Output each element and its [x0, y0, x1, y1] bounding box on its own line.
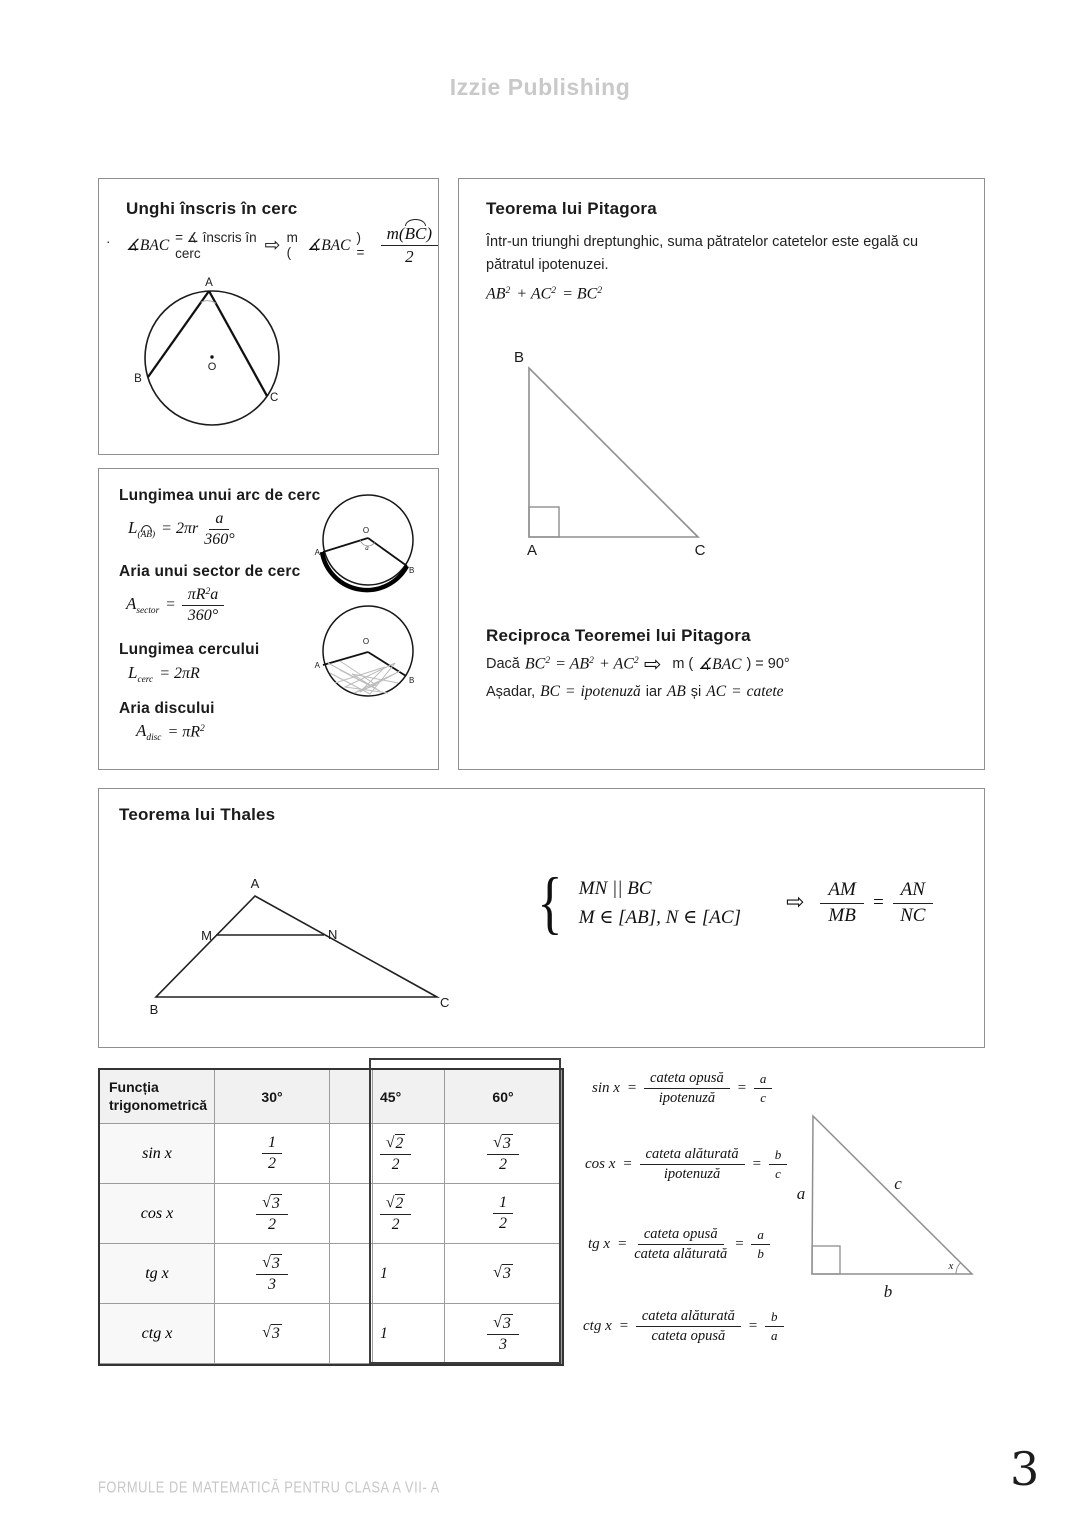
trig-table-header-spacer: [330, 1070, 373, 1124]
def-tg-ratio: $\frac{a}{b}$: [751, 1227, 770, 1262]
inscribed-formula: [126, 219, 438, 271]
measure-open: m (: [286, 230, 298, 260]
trig-val-1-45: √ 2 2: [373, 1184, 445, 1244]
def-cos: [585, 1146, 787, 1183]
converse-line-1: [486, 651, 790, 677]
frac-den: 2: [405, 246, 414, 266]
trig-val-2-45: 1: [373, 1244, 445, 1304]
label-O: O: [207, 361, 217, 373]
trig-spacer-3: [330, 1304, 373, 1364]
def-tg-eq1: =: [617, 1236, 628, 1252]
pythagoras-statement: Într-un triunghi dreptunghic, suma pătratelor catetelor este egală cu pătratul ipotenuzei.: [486, 234, 919, 274]
pythagoras-triangle-diagram: [490, 345, 720, 560]
label-A: A: [526, 542, 538, 559]
def-tg-frac: $\frac{\text{cateta opusă}}{\text{cateta alăturată}}$: [634, 1226, 728, 1262]
disc-A: $A_{disc}$: [136, 721, 162, 744]
thales-title: Teorema lui Thales: [119, 805, 276, 824]
label-B1: B: [409, 566, 415, 575]
label-A: A: [250, 876, 260, 891]
thales-cond-membership: M ∈ [AB], N ∈ [AC]: [578, 907, 741, 928]
def-cos-eq2: =: [751, 1156, 762, 1172]
converse-title: Reciproca Teoremei lui Pitagora: [486, 626, 751, 645]
def-sin-ratio: $\frac{a}{c}$: [754, 1071, 773, 1106]
def-ctg-lhs: ctg x: [583, 1318, 612, 1334]
thales-cond-parallel: MN || BC: [578, 877, 652, 899]
label-B: B: [513, 349, 524, 366]
converse-line-2: [486, 683, 784, 701]
thales-ratio-2: $\frac{AN}{NC}$: [893, 879, 933, 927]
trig-val-1-60: $\frac{1}{2}$: [445, 1184, 562, 1244]
frac-num-post: ): [426, 223, 432, 243]
inscribed-circle-diagram: [130, 275, 295, 440]
thales-ratio-1: $\frac{AM}{MB}$: [820, 879, 863, 927]
def-sin-eq1: =: [626, 1080, 638, 1096]
trig-val-0-30: $\frac{1}{2}$: [215, 1124, 330, 1184]
trig-table-header-30°: 30°: [215, 1070, 330, 1124]
label-angle-x: x: [948, 1260, 954, 1272]
implies-arrow-icon: ⇨: [785, 890, 805, 915]
trig-spacer-2: [330, 1244, 373, 1304]
label-hypotenuse-c: c: [894, 1174, 902, 1193]
trig-table: [98, 1068, 564, 1366]
labeled-right-triangle-diagram: [795, 1105, 995, 1305]
def-cos-lhs: cos x: [585, 1156, 616, 1172]
sector-A: $A_{sector}$: [126, 593, 160, 617]
angle-bac: ∡BAC: [126, 236, 170, 254]
conv-bc: BC: [540, 683, 560, 700]
sector-area-formula: [126, 581, 224, 629]
label-C: C: [694, 542, 706, 559]
def-sin-lhs: sin x: [592, 1080, 620, 1096]
conv-eq-2: = $AB^2$: [555, 654, 594, 673]
def-ctg: [583, 1308, 784, 1345]
def-ctg-ratio: $\frac{b}{a}$: [765, 1309, 784, 1344]
arc-sector-diagrams: [310, 487, 430, 717]
circ-eq: = 2πR: [159, 665, 200, 683]
implies-arrow-icon: ⇨: [264, 233, 281, 256]
trig-fn-3: ctg x: [100, 1304, 215, 1364]
conv-m-close: ) = 90°: [746, 656, 790, 672]
trig-spacer-0: [330, 1124, 373, 1184]
arc-length-formula: [128, 507, 235, 551]
conv-angle-bac: ∡BAC: [698, 655, 742, 673]
label-A1: A: [314, 548, 320, 557]
label-leg-a: a: [796, 1184, 806, 1203]
def-ctg-eq2: =: [747, 1318, 759, 1334]
disc-area-formula: [136, 721, 205, 743]
trig-val-0-60: √ 3 2: [445, 1124, 562, 1184]
label-O2: O: [362, 637, 370, 646]
trig-val-1-30: √ 3 2: [215, 1184, 330, 1244]
def-sin-frac: $\frac{\text{cateta opusă}}{\text{ipotenuză}}$: [644, 1070, 730, 1107]
sector-scribble-hatching: [328, 661, 400, 694]
footer-title: FORMULE DE MATEMATICĂ PENTRU CLASA A VII- A: [98, 1478, 440, 1496]
arc-length-title: Lungimea unui arc de cerc: [119, 487, 321, 504]
trig-fn-2: tg x: [100, 1244, 215, 1304]
arc-eq: = 2πr: [161, 520, 199, 537]
sector-frac: πR 2 a 360°: [182, 586, 225, 625]
def-ctg-eq1: =: [618, 1318, 629, 1334]
daca-text: Dacă: [486, 656, 520, 672]
label-angle-a: a: [365, 544, 369, 552]
measure-close: ) =: [356, 230, 365, 260]
circumference-title: Lungimea cercului: [119, 641, 260, 658]
implies-arrow-icon: ⇨: [643, 651, 662, 676]
iar-text: iar: [645, 684, 662, 700]
thales-formula: [535, 864, 933, 942]
label-A2: A: [314, 661, 320, 670]
def-cos-ratio: $\frac{b}{c}$: [769, 1147, 788, 1182]
def-tg-lhs: tg x: [588, 1236, 611, 1252]
label-M: M: [201, 928, 212, 943]
trig-spacer-1: [330, 1184, 373, 1244]
trig-table-header-45°: 45°: [373, 1070, 445, 1124]
sector-area-title: Aria unui sector de cerc: [119, 563, 301, 580]
label-C: C: [440, 995, 450, 1010]
disc-area-title: Aria discului: [119, 700, 215, 717]
trig-table-header-function: Funcția trigonometrică: [100, 1070, 215, 1124]
pythagoras-title: Teorema lui Pitagora: [486, 199, 657, 218]
conv-eq-1: $BC^2$: [524, 654, 551, 673]
trig-val-3-45: 1: [373, 1304, 445, 1364]
conv-eq-3: + $AC^2$: [598, 654, 639, 673]
inscribed-title: Unghi înscris în cerc: [126, 199, 298, 218]
def-ctg-frac: $\frac{\text{cateta alăturată}}{\text{cateta opusă}}$: [636, 1308, 741, 1345]
si-text: și: [690, 684, 702, 700]
stray-bullet: ·: [106, 234, 111, 249]
conv-eq-sign-2: =: [731, 683, 742, 700]
angle-bac-2: ∡BAC: [307, 236, 351, 254]
def-sin-eq2: =: [736, 1080, 747, 1096]
def-tg: [588, 1226, 770, 1263]
def-tg-eq2: =: [734, 1236, 745, 1252]
inscribed-equals-text: = ∡ înscris în cerc: [175, 229, 257, 261]
eq-part-2: + $AC^2$: [516, 285, 557, 303]
label-O1: O: [362, 526, 370, 535]
publisher-brand: Izzie Publishing: [449, 74, 631, 100]
label-B: B: [149, 1002, 159, 1017]
conv-m-open: m (: [672, 656, 694, 672]
trig-fn-0: sin x: [100, 1124, 215, 1184]
arc-L: $L_{(AB)}$: [128, 517, 156, 541]
trig-val-3-30: √ 3: [215, 1304, 330, 1364]
frac-num-pre: m(: [386, 223, 405, 243]
eq-part-3: = $BC^2$: [562, 285, 603, 303]
def-cos-eq1: =: [622, 1156, 633, 1172]
trig-val-2-30: √ 3 3: [215, 1244, 330, 1304]
disc-eq: = $\pi R^2$: [167, 722, 205, 741]
label-A: A: [205, 277, 213, 289]
pythagoras-equation: [486, 285, 602, 303]
label-B: B: [134, 373, 142, 385]
label-leg-b: b: [883, 1282, 893, 1301]
label-C: C: [270, 392, 279, 404]
circumference-formula: [128, 663, 200, 685]
thales-triangle-diagram: [130, 870, 460, 1020]
label-N: N: [328, 927, 338, 942]
trig-table-header-60°: 60°: [445, 1070, 562, 1124]
conv-eq-sign-1: =: [564, 683, 576, 700]
def-cos-frac: $\frac{\text{cateta alăturată}}{\text{ipotenuză}}$: [640, 1146, 745, 1183]
trig-fn-1: cos x: [100, 1184, 215, 1244]
circ-L: $L_{cerc}$: [128, 663, 154, 686]
conv-ac: AC: [706, 683, 727, 700]
trig-val-3-60: √ 3 3: [445, 1304, 562, 1364]
sector-eq: =: [165, 596, 176, 613]
thales-conditions: [579, 874, 741, 933]
ipotenuza-word: ipotenuză: [580, 683, 641, 700]
conv-ab: AB: [666, 683, 686, 700]
page-number: 3: [1010, 1442, 1040, 1496]
trig-val-2-60: √ 3: [445, 1244, 562, 1304]
def-sin: [592, 1070, 772, 1107]
trig-val-0-45: √ 2 2: [373, 1124, 445, 1184]
arc-frac: $\frac{a}{360^\circ}$: [204, 509, 235, 548]
asadar-text: Așadar,: [486, 684, 536, 700]
label-B2: B: [409, 676, 415, 685]
catete-word: catete: [746, 683, 784, 700]
thales-equals: =: [871, 892, 885, 913]
eq-part-1: $AB^2$: [486, 285, 511, 303]
arc-measure-fraction: [381, 224, 438, 267]
brace: {: [537, 864, 563, 942]
arc-over-bc: BC: [404, 223, 427, 243]
